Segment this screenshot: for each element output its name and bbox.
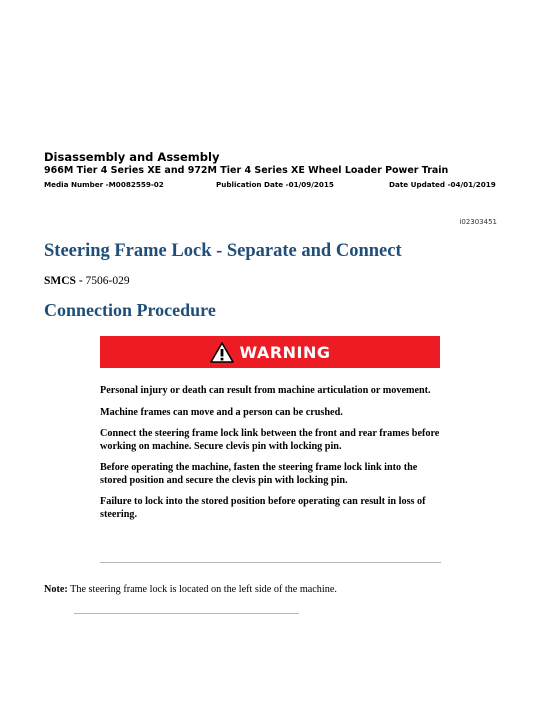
warning-paragraph: Personal injury or death can result from machine articulation or movement.: [100, 385, 431, 396]
smcs-code: 7506-029: [85, 275, 130, 287]
publication-date: Publication Date -01/09/2015: [216, 180, 334, 189]
warning-paragraph: Connect the steering frame lock link between the front and rear frames before working on machine. Secure clevis pin with locking pin.: [100, 428, 440, 452]
media-number: Media Number -M0082559-02: [44, 180, 164, 189]
warning-paragraph: Machine frames can move and a person can be crushed.: [100, 406, 343, 418]
warning-banner: [100, 336, 440, 368]
note-text: The steering frame lock is located on the left side of the machine.: [70, 584, 337, 595]
smcs-label: SMCS -: [44, 275, 83, 287]
warning-paragraph: Before operating the machine, fasten the steering frame lock link into the stored position and secure the clevis pin with locking pin.: [100, 462, 418, 486]
date-updated: Date Updated -04/01/2019: [389, 180, 496, 189]
document-id: i02303451: [459, 218, 497, 226]
procedure-title: Steering Frame Lock - Separate and Connect: [44, 241, 402, 261]
warning-divider: [100, 562, 441, 563]
warning-label: WARNING: [239, 342, 331, 362]
note-line: [44, 584, 337, 595]
warning-message: [100, 385, 445, 530]
document-header-subtitle: 966M Tier 4 Series XE and 972M Tier 4 Series XE Wheel Loader Power Train: [44, 165, 449, 176]
note-label: Note:: [44, 584, 68, 595]
warning-paragraph: Failure to lock into the stored position before operating can result in loss of steering.: [100, 496, 426, 520]
smcs-line: [44, 275, 130, 287]
warning-triangle-icon: [210, 342, 234, 363]
document-header-title: Disassembly and Assembly: [44, 150, 220, 164]
note-divider: [74, 613, 299, 614]
section-title: Connection Procedure: [44, 300, 216, 320]
